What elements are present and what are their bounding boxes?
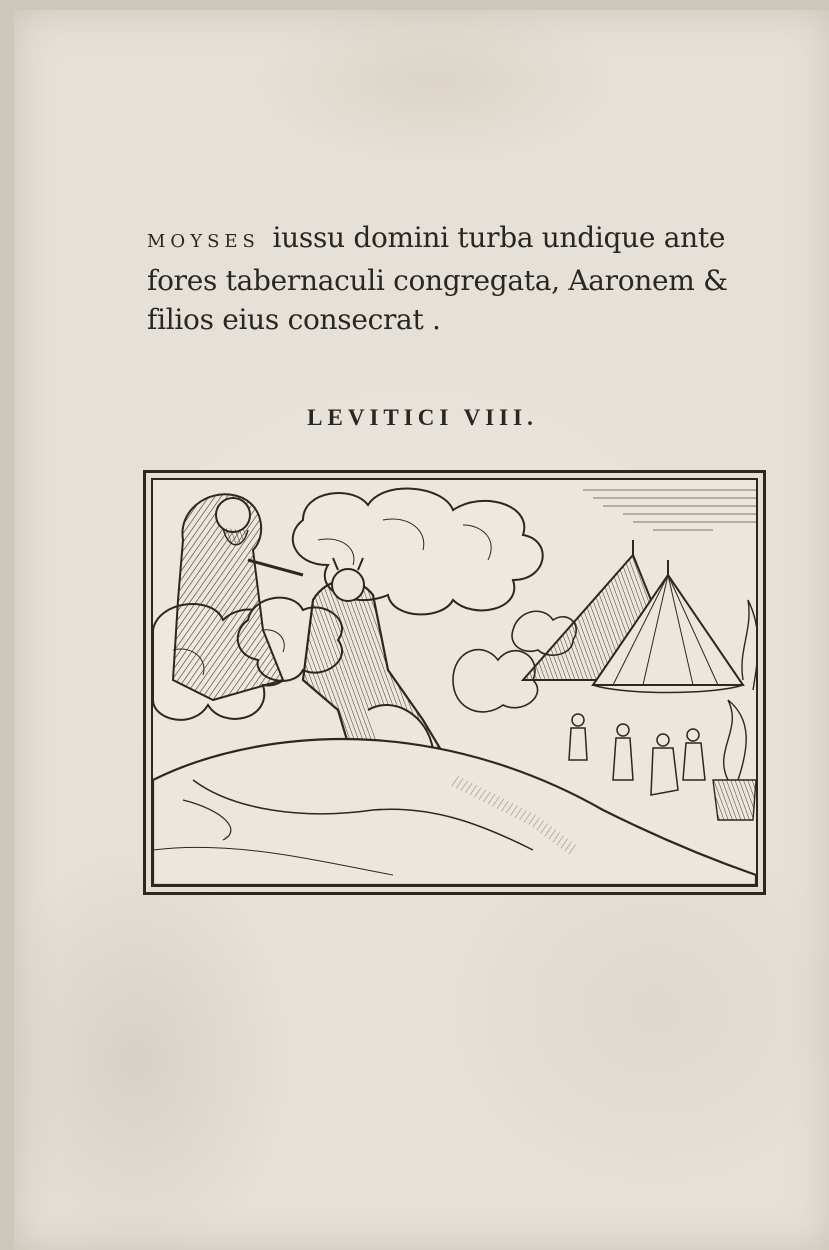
woodcut-illustration [143, 470, 766, 895]
tabernacle-tents [523, 540, 743, 693]
sky-hatching [583, 490, 756, 530]
camp-people [569, 714, 705, 795]
caption-line-3: filios eius consecrat . [147, 303, 441, 336]
caption-line-2: fores tabernaculi congregata, Aaronem & [147, 264, 728, 297]
caption-lead-word: MOYSES [147, 231, 260, 252]
sacrificial-fire [713, 600, 756, 820]
caption-text [147, 218, 787, 339]
caption-line-1: iussu domini turba undique ante [272, 221, 726, 254]
woodcut-scene [153, 480, 756, 885]
book-page [14, 10, 829, 1250]
woodcut-frame [151, 478, 758, 887]
chapter-heading: LEVITICI VIII. [307, 405, 538, 430]
